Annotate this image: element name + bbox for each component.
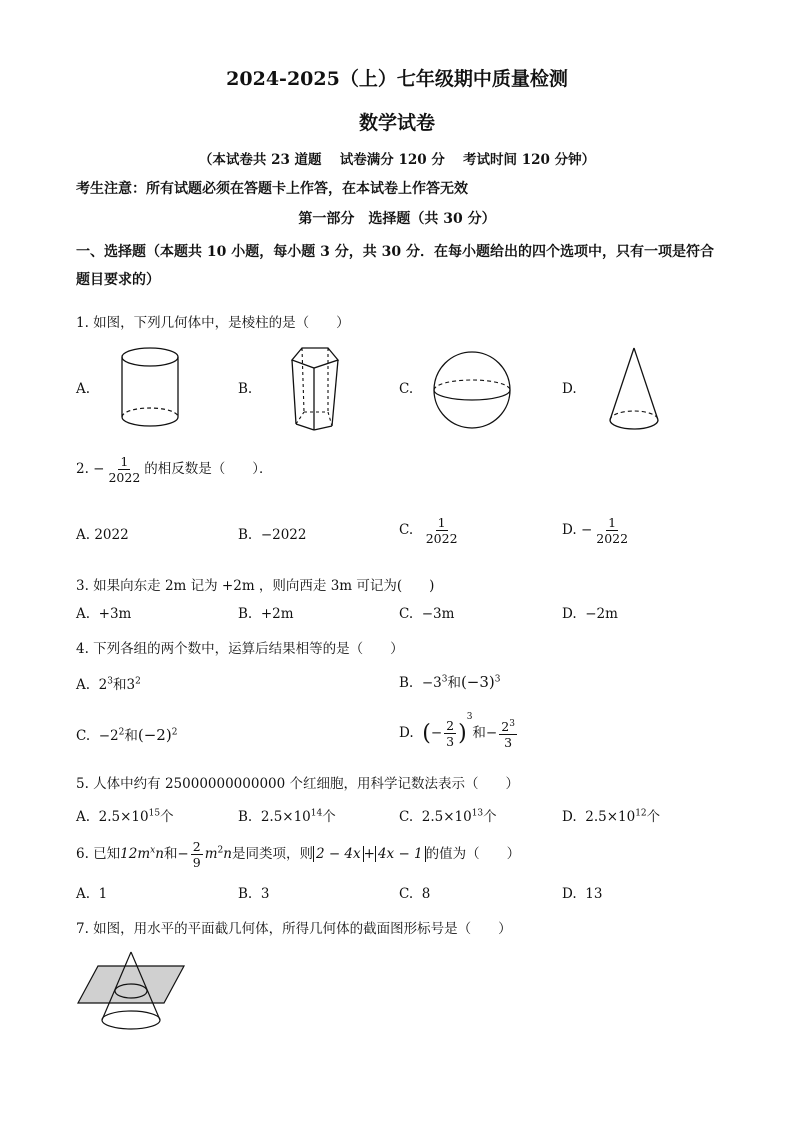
q5-option-b-label: B. (238, 809, 253, 825)
candidate-notice: 考生注意：所有试题必须在答题卡上作答，在本试卷上作答无效 (76, 181, 468, 197)
q2-option-d-label: D. (562, 522, 577, 538)
question-3-stem: 3. 如果向东走 2m 记为 +2m ，则向西走 3m 可记为( ) (76, 578, 435, 594)
q6-and: 和− (163, 846, 189, 862)
q5-a-unit: 个 (160, 809, 174, 825)
q4-b-base2: (−3) (460, 673, 495, 691)
q2-stem-numerator: 1 (120, 454, 129, 469)
q6-frac-num: 2 (192, 839, 201, 854)
q1-option-b-label: B. (238, 381, 253, 397)
q6-frac-den: 9 (192, 855, 201, 870)
q5-c-mant: 2.5×10 (421, 809, 472, 825)
q4-option-b (399, 671, 501, 691)
q1-option-a-label: A. (76, 381, 91, 397)
q4-d-exp2: 3 (509, 718, 515, 729)
question-2-stem (76, 454, 273, 485)
q6-option-b-label: B. (238, 886, 253, 902)
q5-option-c-label: C. (399, 809, 414, 825)
q3-option-b (238, 606, 294, 622)
q2-stem-fraction (106, 454, 142, 485)
q4-c-exp2: 2 (171, 727, 178, 738)
q4-d-num2: 2 (501, 719, 510, 735)
q2-option-c-numerator: 1 (437, 515, 446, 530)
q2-option-c-denominator: 2022 (425, 531, 458, 546)
q2-option-d-numerator: 1 (608, 515, 617, 530)
q4-d-mid: 和− (472, 725, 498, 741)
q2-option-d-fraction (594, 515, 630, 546)
q3-option-c (399, 606, 454, 622)
q6-option-d-text: 13 (585, 886, 603, 902)
q6-option-a-label: A. (76, 886, 91, 902)
q4-b-exp2: 3 (494, 674, 501, 685)
q5-b-exp: 14 (310, 808, 323, 819)
q3-option-a (76, 606, 131, 622)
q4-d-num1: 2 (446, 718, 455, 733)
q5-c-exp: 13 (471, 808, 484, 819)
q2-option-d-denominator: 2022 (596, 531, 629, 546)
q6-option-c (399, 886, 430, 902)
q5-a-exp: 15 (148, 808, 161, 819)
q6-option-a (76, 886, 107, 902)
q6-term1: 12m (120, 846, 151, 862)
q5-option-c (399, 805, 497, 825)
q4-d-den1: 3 (446, 734, 455, 749)
q6-option-d (562, 886, 602, 902)
q6-stem-a: 6. 已知 (76, 846, 121, 862)
q4-c-mid: 和 (124, 728, 138, 744)
q6-term1-exp: x (150, 845, 156, 856)
q6-option-b (238, 886, 269, 902)
section-heading: 一、选择题（本题共 10 小题，每小题 3 分，共 30 分．在每小题给出的四个选项中，只有一项是符合题目要求的） (76, 244, 714, 288)
q4-b-base1: −3 (421, 675, 442, 691)
q1-option-d-label: D. (562, 381, 577, 397)
q5-a-mant: 2.5×10 (98, 809, 149, 825)
q5-c-unit: 个 (483, 809, 497, 825)
q2-option-b-label: B. (238, 527, 253, 543)
q2-option-d (562, 515, 632, 546)
q2-stem-suffix: 的相反数是（ ）． (144, 461, 273, 477)
q4-option-d-label: D. (399, 725, 414, 741)
q4-d-fraction1 (444, 718, 456, 749)
q6-plus: + (363, 846, 375, 862)
pentagonal-prism-figure (284, 346, 354, 436)
q6-option-c-label: C. (399, 886, 414, 902)
q6-option-b-text: 3 (260, 886, 270, 902)
q4-option-b-label: B. (399, 675, 414, 691)
q4-d-den2: 3 (504, 735, 513, 751)
question-7-stem: 7. 如图，用水平的平面截几何体，所得几何体的截面图形标号是（ ） (76, 921, 512, 937)
q2-option-c (399, 515, 462, 546)
q4-option-a (76, 673, 141, 693)
exam-title: 2024-2025（上）七年级期中质量检测 (226, 68, 568, 90)
question-6-stem (76, 839, 520, 870)
q4-c-base2: (−2) (137, 726, 172, 744)
q3-option-b-label: B. (238, 606, 253, 622)
q2-option-d-prefix: − (580, 522, 593, 538)
q5-option-b (238, 805, 336, 825)
q6-term2: m (204, 846, 218, 862)
q4-d-exp1: 3 (466, 712, 473, 722)
q5-b-unit: 个 (322, 809, 336, 825)
q5-d-exp: 12 (635, 808, 647, 819)
q6-option-c-text: 8 (421, 886, 431, 902)
q5-d-mant: 2.5×10 (585, 809, 636, 825)
cylinder-figure (118, 345, 188, 435)
q4-a-exp2: 2 (135, 676, 141, 687)
q5-option-a-label: A. (76, 809, 91, 825)
q5-b-mant: 2.5×10 (260, 809, 311, 825)
q6-option-d-label: D. (562, 886, 577, 902)
q4-b-exp1: 3 (441, 674, 448, 685)
q6-term1-tail: n (155, 846, 164, 862)
q6-stem-b: 是同类项，则 (231, 846, 313, 862)
exam-info: （本试卷共 23 道题 试卷满分 120 分 考试时间 120 分钟） (198, 152, 596, 168)
q2-option-c-label: C. (399, 522, 414, 538)
q4-c-exp1: 2 (118, 727, 125, 738)
q4-d-left-paren: ( (422, 721, 431, 746)
cone-figure (608, 346, 664, 436)
q2-option-a-text: 2022 (94, 527, 129, 543)
q4-a-exp1: 3 (107, 676, 113, 687)
q3-option-b-text: +2m (260, 606, 294, 622)
q4-d-fraction2 (499, 717, 517, 750)
q4-a-base1: 2 (98, 677, 108, 693)
q4-d-num2-wrap (499, 717, 517, 735)
q2-stem-denominator: 2022 (108, 470, 141, 485)
q3-option-a-label: A. (76, 606, 91, 622)
q2-option-c-fraction (424, 515, 460, 546)
cone-cut-by-plane-figure (76, 950, 188, 1034)
q1-option-c-label: C. (399, 381, 414, 397)
q2-option-a (76, 527, 129, 543)
q5-option-d-label: D. (562, 809, 577, 825)
sphere-figure (432, 350, 514, 432)
exam-subtitle: 数学试卷 (358, 112, 435, 134)
q4-option-c (76, 724, 177, 744)
part-title: 第一部分 选择题（共 30 分） (298, 211, 496, 227)
q6-term2-tail: n (223, 846, 232, 862)
q3-option-c-text: −3m (421, 606, 455, 622)
q6-abs1: 2 − 4x (313, 846, 364, 862)
q5-option-a (76, 805, 174, 825)
q3-option-a-text: +3m (98, 606, 132, 622)
q6-stem-c: 的值为（ ） (425, 846, 521, 862)
question-1-stem: 1. 如图，下列几何体中，是棱柱的是（ ） (76, 315, 350, 331)
q4-b-mid: 和 (447, 675, 461, 691)
q6-term2-exp: 2 (217, 845, 224, 856)
question-5-stem: 5. 人体中约有 25000000000000 个红细胞，用科学记数法表示（ ） (76, 776, 520, 792)
q5-d-unit: 个 (646, 809, 661, 825)
q4-c-base1: −2 (98, 728, 119, 744)
q3-option-d-text: −2m (585, 606, 618, 622)
q3-option-d-label: D. (562, 606, 577, 622)
q6-option-a-text: 1 (98, 886, 108, 902)
q2-stem-prefix: 2. − (76, 461, 105, 477)
q2-option-b (238, 527, 306, 543)
q3-option-c-label: C. (399, 606, 414, 622)
q2-option-b-text: −2022 (260, 527, 307, 543)
q4-d-right-paren: ) (458, 721, 467, 746)
question-4-stem: 4. 下列各组的两个数中，运算后结果相等的是（ ） (76, 641, 404, 657)
q4-option-d: D. (− $\frac{2}{3}$ )$^3$和− $\frac{2^3}{3}$ (399, 712, 515, 751)
q4-a-mid: 和 (112, 677, 127, 693)
q4-a-base2: 3 (126, 677, 136, 693)
q5-option-d (562, 805, 660, 825)
q2-option-a-label: A. (76, 527, 91, 543)
q4-option-c-label: C. (76, 728, 91, 744)
q4-option-a-label: A. (76, 677, 91, 693)
q6-abs2: 4x − 1 (375, 846, 426, 862)
q6-fraction (191, 839, 203, 870)
q3-option-d (562, 606, 618, 622)
